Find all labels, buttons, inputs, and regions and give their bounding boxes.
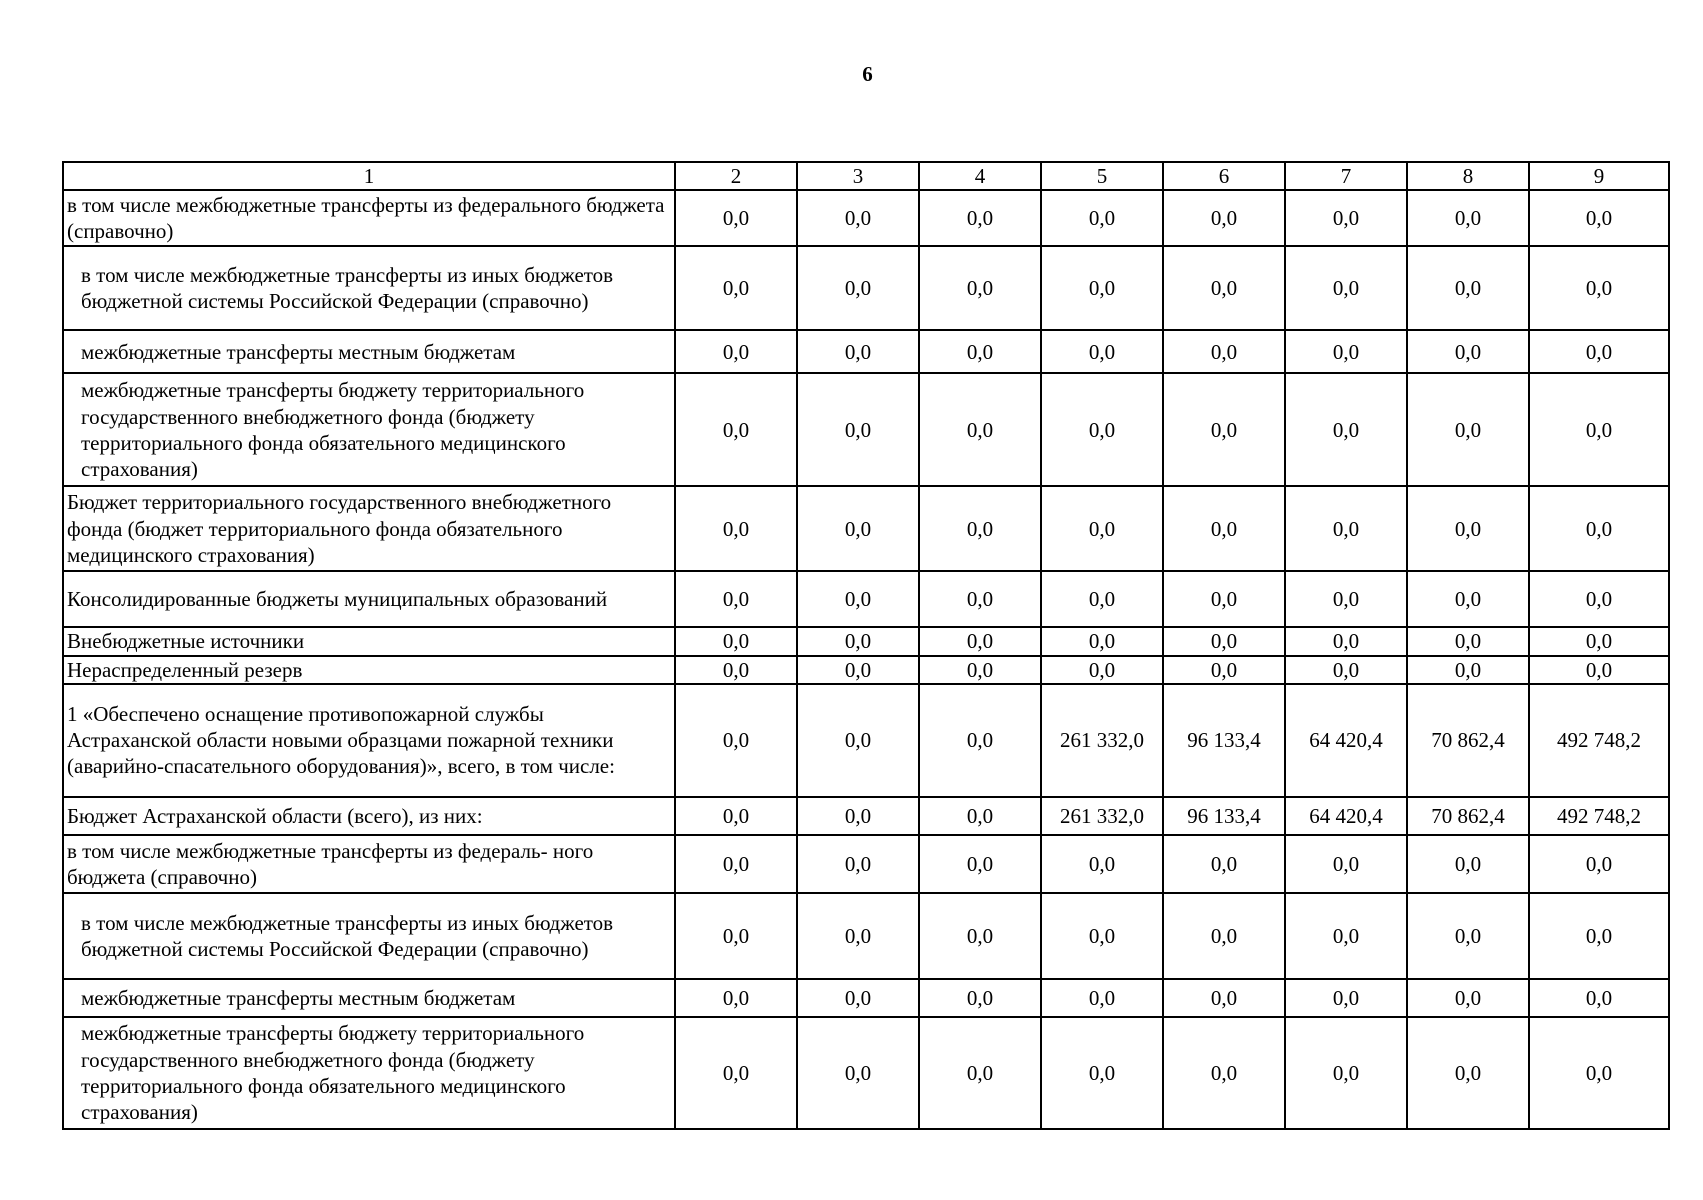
value-cell: 0,0 bbox=[1407, 627, 1529, 655]
value-cell: 0,0 bbox=[1529, 486, 1669, 571]
value-cell: 0,0 bbox=[797, 246, 919, 330]
page-number: 6 bbox=[862, 62, 873, 86]
value-cell: 0,0 bbox=[919, 797, 1041, 835]
table-row bbox=[63, 190, 1669, 246]
row-label: межбюджетные трансферты бюджету территориального государственного внебюджетного фонда (бюджету территориального фонда обязательного медицинского страхования) bbox=[63, 373, 675, 486]
table-row bbox=[63, 1017, 1669, 1129]
row-label: Бюджет территориального государственного внебюджетного фонда (бюджет территориального фонда обязательного медицинского страхования) bbox=[63, 486, 675, 571]
value-cell: 0,0 bbox=[797, 1017, 919, 1129]
value-cell: 0,0 bbox=[675, 656, 797, 684]
table-row bbox=[63, 486, 1669, 571]
value-cell: 0,0 bbox=[1163, 979, 1285, 1017]
value-cell: 0,0 bbox=[1163, 835, 1285, 893]
value-cell: 0,0 bbox=[675, 627, 797, 655]
value-cell: 0,0 bbox=[1163, 627, 1285, 655]
value-cell: 0,0 bbox=[919, 190, 1041, 246]
value-cell: 0,0 bbox=[1407, 373, 1529, 486]
value-cell: 0,0 bbox=[1041, 979, 1163, 1017]
table-row bbox=[63, 330, 1669, 373]
value-cell: 0,0 bbox=[675, 571, 797, 627]
table-row bbox=[63, 627, 1669, 655]
value-cell: 0,0 bbox=[797, 979, 919, 1017]
value-cell: 0,0 bbox=[1163, 246, 1285, 330]
row-label: в том числе межбюджетные трансферты из иных бюджетов бюджетной системы Российской Федерации (справочно) bbox=[63, 893, 675, 979]
value-cell: 0,0 bbox=[1285, 246, 1407, 330]
value-cell: 492 748,2 bbox=[1529, 684, 1669, 797]
value-cell: 0,0 bbox=[919, 246, 1041, 330]
value-cell: 0,0 bbox=[1285, 373, 1407, 486]
value-cell: 0,0 bbox=[1529, 893, 1669, 979]
value-cell: 261 332,0 bbox=[1041, 684, 1163, 797]
value-cell: 0,0 bbox=[797, 571, 919, 627]
column-number-cell: 2 bbox=[675, 162, 797, 190]
value-cell: 0,0 bbox=[1041, 373, 1163, 486]
table-row bbox=[63, 656, 1669, 684]
table-row bbox=[63, 797, 1669, 835]
column-number-cell: 1 bbox=[63, 162, 675, 190]
value-cell: 0,0 bbox=[675, 373, 797, 486]
value-cell: 0,0 bbox=[1407, 979, 1529, 1017]
value-cell: 0,0 bbox=[1407, 835, 1529, 893]
value-cell: 0,0 bbox=[675, 246, 797, 330]
value-cell: 0,0 bbox=[675, 893, 797, 979]
value-cell: 0,0 bbox=[1163, 190, 1285, 246]
value-cell: 492 748,2 bbox=[1529, 797, 1669, 835]
value-cell: 64 420,4 bbox=[1285, 684, 1407, 797]
value-cell: 0,0 bbox=[675, 684, 797, 797]
value-cell: 0,0 bbox=[919, 656, 1041, 684]
value-cell: 0,0 bbox=[675, 797, 797, 835]
value-cell: 0,0 bbox=[1041, 246, 1163, 330]
value-cell: 0,0 bbox=[1285, 330, 1407, 373]
value-cell: 0,0 bbox=[1041, 893, 1163, 979]
value-cell: 0,0 bbox=[1529, 1017, 1669, 1129]
table-body bbox=[63, 190, 1669, 1129]
value-cell: 0,0 bbox=[1407, 246, 1529, 330]
value-cell: 0,0 bbox=[1285, 486, 1407, 571]
value-cell: 0,0 bbox=[1407, 190, 1529, 246]
value-cell: 0,0 bbox=[797, 797, 919, 835]
value-cell: 0,0 bbox=[1529, 656, 1669, 684]
value-cell: 0,0 bbox=[1529, 330, 1669, 373]
table-row bbox=[63, 246, 1669, 330]
value-cell: 0,0 bbox=[1041, 656, 1163, 684]
column-number-cell: 7 bbox=[1285, 162, 1407, 190]
value-cell: 0,0 bbox=[1041, 835, 1163, 893]
value-cell: 0,0 bbox=[1529, 979, 1669, 1017]
value-cell: 0,0 bbox=[1407, 1017, 1529, 1129]
value-cell: 0,0 bbox=[1163, 373, 1285, 486]
row-label: Консолидированные бюджеты муниципальных образований bbox=[63, 571, 675, 627]
value-cell: 0,0 bbox=[1407, 571, 1529, 627]
value-cell: 0,0 bbox=[675, 486, 797, 571]
column-number-cell: 9 bbox=[1529, 162, 1669, 190]
value-cell: 0,0 bbox=[1041, 627, 1163, 655]
row-label: в том числе межбюджетные трансферты из федераль- ного бюджета (справочно) bbox=[63, 835, 675, 893]
value-cell: 0,0 bbox=[1529, 571, 1669, 627]
value-cell: 0,0 bbox=[797, 627, 919, 655]
column-number-cell: 4 bbox=[919, 162, 1041, 190]
value-cell: 0,0 bbox=[919, 373, 1041, 486]
table-row bbox=[63, 979, 1669, 1017]
value-cell: 70 862,4 bbox=[1407, 797, 1529, 835]
value-cell: 70 862,4 bbox=[1407, 684, 1529, 797]
table-row bbox=[63, 893, 1669, 979]
value-cell: 0,0 bbox=[797, 190, 919, 246]
value-cell: 0,0 bbox=[1407, 330, 1529, 373]
value-cell: 0,0 bbox=[1163, 1017, 1285, 1129]
value-cell: 0,0 bbox=[675, 1017, 797, 1129]
value-cell: 0,0 bbox=[1529, 373, 1669, 486]
value-cell: 0,0 bbox=[797, 656, 919, 684]
value-cell: 0,0 bbox=[797, 893, 919, 979]
table-row bbox=[63, 373, 1669, 486]
row-label: Бюджет Астраханской области (всего), из них: bbox=[63, 797, 675, 835]
row-label: межбюджетные трансферты бюджету территориального государственного внебюджетного фонда (бюджету территориального фонда обязательного медицинского страхования) bbox=[63, 1017, 675, 1129]
value-cell: 0,0 bbox=[675, 979, 797, 1017]
table-row bbox=[63, 684, 1669, 797]
row-label: Нераспределенный резерв bbox=[63, 656, 675, 684]
value-cell: 0,0 bbox=[919, 1017, 1041, 1129]
value-cell: 0,0 bbox=[1285, 190, 1407, 246]
row-label: Внебюджетные источники bbox=[63, 627, 675, 655]
value-cell: 0,0 bbox=[797, 373, 919, 486]
value-cell: 0,0 bbox=[1529, 190, 1669, 246]
value-cell: 0,0 bbox=[919, 486, 1041, 571]
value-cell: 0,0 bbox=[1285, 1017, 1407, 1129]
value-cell: 0,0 bbox=[919, 893, 1041, 979]
value-cell: 0,0 bbox=[1529, 627, 1669, 655]
value-cell: 261 332,0 bbox=[1041, 797, 1163, 835]
value-cell: 0,0 bbox=[1041, 1017, 1163, 1129]
row-label: межбюджетные трансферты местным бюджетам bbox=[63, 979, 675, 1017]
value-cell: 0,0 bbox=[1163, 330, 1285, 373]
value-cell: 0,0 bbox=[675, 835, 797, 893]
row-label: в том числе межбюджетные трансферты из федерального бюджета (справочно) bbox=[63, 190, 675, 246]
column-number-cell: 5 bbox=[1041, 162, 1163, 190]
value-cell: 0,0 bbox=[919, 835, 1041, 893]
table-row bbox=[63, 835, 1669, 893]
value-cell: 0,0 bbox=[1285, 979, 1407, 1017]
value-cell: 96 133,4 bbox=[1163, 684, 1285, 797]
value-cell: 0,0 bbox=[797, 835, 919, 893]
value-cell: 0,0 bbox=[1285, 835, 1407, 893]
value-cell: 0,0 bbox=[797, 684, 919, 797]
value-cell: 0,0 bbox=[1285, 627, 1407, 655]
column-number-row bbox=[63, 162, 1669, 190]
value-cell: 0,0 bbox=[1407, 893, 1529, 979]
value-cell: 0,0 bbox=[1407, 656, 1529, 684]
value-cell: 0,0 bbox=[919, 684, 1041, 797]
value-cell: 64 420,4 bbox=[1285, 797, 1407, 835]
value-cell: 0,0 bbox=[1285, 656, 1407, 684]
column-number-cell: 6 bbox=[1163, 162, 1285, 190]
value-cell: 0,0 bbox=[797, 330, 919, 373]
value-cell: 0,0 bbox=[1041, 190, 1163, 246]
value-cell: 0,0 bbox=[1407, 486, 1529, 571]
value-cell: 0,0 bbox=[1285, 893, 1407, 979]
value-cell: 0,0 bbox=[675, 190, 797, 246]
table-row bbox=[63, 571, 1669, 627]
value-cell: 0,0 bbox=[1163, 571, 1285, 627]
value-cell: 0,0 bbox=[919, 979, 1041, 1017]
budget-table bbox=[62, 161, 1670, 1130]
row-label: в том числе межбюджетные трансферты из иных бюджетов бюджетной системы Российской Федерации (справочно) bbox=[63, 246, 675, 330]
value-cell: 0,0 bbox=[675, 330, 797, 373]
column-number-cell: 3 bbox=[797, 162, 919, 190]
value-cell: 0,0 bbox=[1529, 835, 1669, 893]
value-cell: 96 133,4 bbox=[1163, 797, 1285, 835]
value-cell: 0,0 bbox=[1163, 656, 1285, 684]
value-cell: 0,0 bbox=[1529, 246, 1669, 330]
row-label: межбюджетные трансферты местным бюджетам bbox=[63, 330, 675, 373]
value-cell: 0,0 bbox=[1163, 893, 1285, 979]
value-cell: 0,0 bbox=[919, 571, 1041, 627]
value-cell: 0,0 bbox=[1041, 571, 1163, 627]
value-cell: 0,0 bbox=[1041, 486, 1163, 571]
value-cell: 0,0 bbox=[919, 627, 1041, 655]
column-number-cell: 8 bbox=[1407, 162, 1529, 190]
value-cell: 0,0 bbox=[1041, 330, 1163, 373]
value-cell: 0,0 bbox=[1163, 486, 1285, 571]
value-cell: 0,0 bbox=[797, 486, 919, 571]
value-cell: 0,0 bbox=[919, 330, 1041, 373]
value-cell: 0,0 bbox=[1285, 571, 1407, 627]
row-label: 1 «Обеспечено оснащение противопожарной службы Астраханской области новыми образцами пожарной техники (аварийно-спасательного оборудования)», всего, в том числе: bbox=[63, 684, 675, 797]
